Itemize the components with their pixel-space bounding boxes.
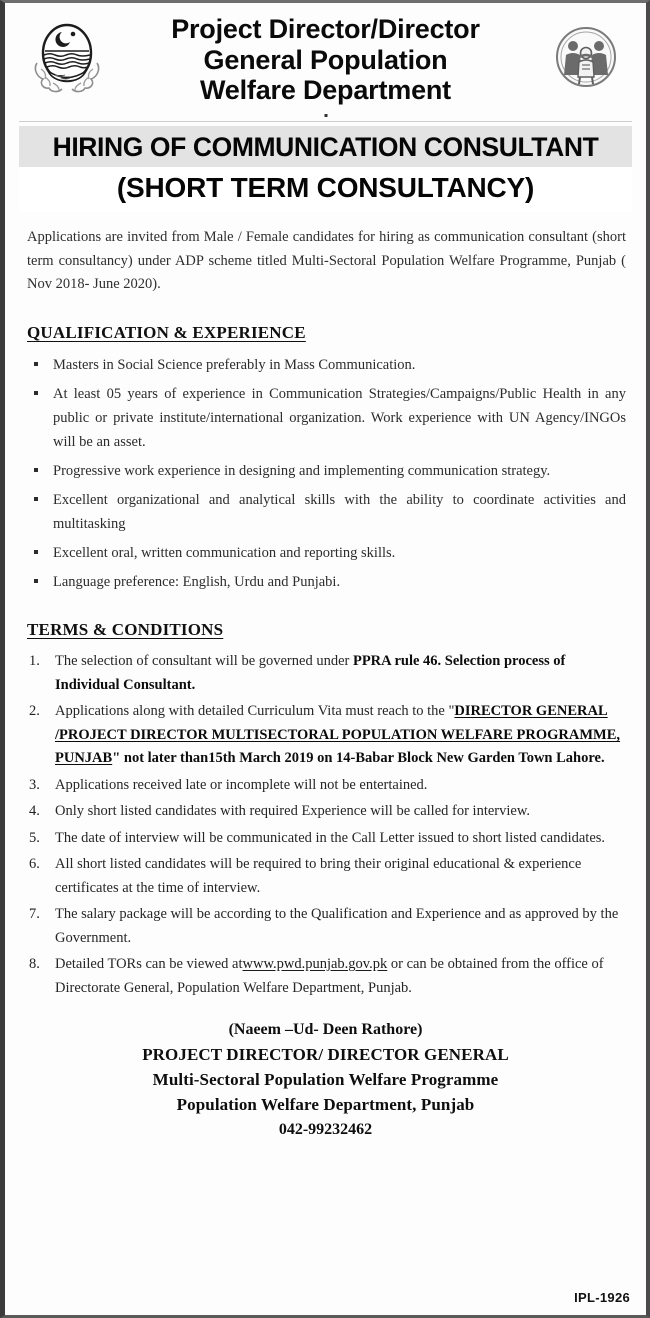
list-item: Progressive work experience in designing and implementing communication strategy. xyxy=(27,459,626,483)
signatory-department: Population Welfare Department, Punjab xyxy=(176,1095,475,1115)
item-text-plain: The date of interview will be communicated in the Call Letter issued to short listed candidates. xyxy=(55,829,606,846)
item-text-plain: Applications along with detailed Curriculum Vita must reach to the " xyxy=(55,703,455,720)
list-item: At least 05 years of experience in Communication Strategies/Campaigns/Public Health in any public or private institute/international organization. Work experience with UN Agency/INGOs will be an asset. xyxy=(27,382,626,454)
government-of-punjab-emblem-icon xyxy=(31,19,103,97)
item-text-quote-close: " xyxy=(112,750,124,767)
item-text-plain: Detailed TORs can be viewed at xyxy=(55,956,243,973)
header-title-line-1: Project Director/Director xyxy=(171,13,480,44)
list-item xyxy=(29,774,626,797)
item-text-plain-2: or can be obtained from the office of Directorate General, Population Welfare Department, Punjab. xyxy=(55,956,604,996)
item-text-plain: The selection of consultant will be governed under xyxy=(55,653,353,670)
item-number: 3. xyxy=(29,776,40,793)
item-text-bold: PPRA rule 46. Selection process of Individual Consultant. xyxy=(55,653,566,693)
list-item xyxy=(29,650,626,697)
banner-heading-secondary: (SHORT TERM CONSULTANCY) xyxy=(19,167,632,212)
terms-heading: TERMS & CONDITIONS xyxy=(27,620,224,640)
list-item xyxy=(29,953,626,1000)
terms-list xyxy=(29,650,626,1000)
item-number: 7. xyxy=(29,906,40,923)
advertisement-inner xyxy=(5,3,646,1315)
header-separator-dot xyxy=(324,114,327,117)
signatory-name: (Naeem –Ud- Deen Rathore) xyxy=(228,1021,423,1039)
item-number: 6. xyxy=(29,856,40,873)
item-text-plain: Applications received late or incomplete will not be entertained. xyxy=(55,776,428,793)
item-text-plain: All short listed candidates will be required to bring their original educational & experience certificates at the time of interview. xyxy=(55,856,582,896)
qualification-list xyxy=(27,353,626,595)
item-text-bold-2: not later than15th March 2019 on 14-Babar Block New Garden Town Lahore. xyxy=(123,750,605,767)
list-item: Excellent organizational and analytical skills with the ability to coordinate activities and multitasking xyxy=(27,488,626,536)
document-header xyxy=(19,3,632,122)
signature-block xyxy=(19,1018,632,1141)
list-item xyxy=(29,853,626,900)
list-item: Language preference: English, Urdu and Punjabi. xyxy=(27,570,626,594)
list-item xyxy=(29,800,626,823)
item-number: 2. xyxy=(29,703,40,720)
population-welfare-family-emblem-icon xyxy=(554,25,618,89)
list-item: Masters in Social Science preferably in Mass Communication. xyxy=(27,353,626,377)
banner-heading-primary: HIRING OF COMMUNICATION CONSULTANT xyxy=(19,126,632,167)
header-title-line-2: General Population xyxy=(203,44,448,75)
page-title xyxy=(171,14,480,110)
contact-phone: 042-99232462 xyxy=(278,1120,373,1138)
signatory-designation: PROJECT DIRECTOR/ DIRECTOR GENERAL xyxy=(142,1045,509,1065)
ipl-reference-code: IPL-1926 xyxy=(574,1290,630,1305)
item-text-bold-underline: DIRECTOR GENERAL /PROJECT DIRECTOR MULTISECTORAL POPULATION WELFARE PROGRAMME, PUNJAB xyxy=(55,703,621,767)
list-item: Excellent oral, written communication and reporting skills. xyxy=(27,541,626,565)
signatory-programme: Multi-Sectoral Population Welfare Programme xyxy=(152,1070,499,1090)
item-text-plain: The salary package will be according to the Qualification and Experience and as approved by the Government. xyxy=(55,906,619,946)
intro-paragraph: Applications are invited from Male / Female candidates for hiring as communication consultant (short term consultancy) under ADP scheme titled Multi-Sectoral Population Welfare Programme, Punjab ( Nov 2018- June 2020). xyxy=(27,229,626,293)
item-text-plain: Only short listed candidates with required Experience will be called for interview. xyxy=(55,803,530,820)
item-number: 8. xyxy=(29,956,40,973)
list-item xyxy=(29,903,626,950)
item-number: 1. xyxy=(29,653,40,670)
website-link[interactable]: www.pwd.punjab.gov.pk xyxy=(242,956,388,973)
header-title-line-3: Welfare Department xyxy=(200,75,451,106)
item-number: 5. xyxy=(29,829,40,846)
item-number: 4. xyxy=(29,803,40,820)
list-item xyxy=(29,827,626,850)
list-item xyxy=(29,700,626,770)
qualification-heading: QUALIFICATION & EXPERIENCE xyxy=(27,322,306,342)
